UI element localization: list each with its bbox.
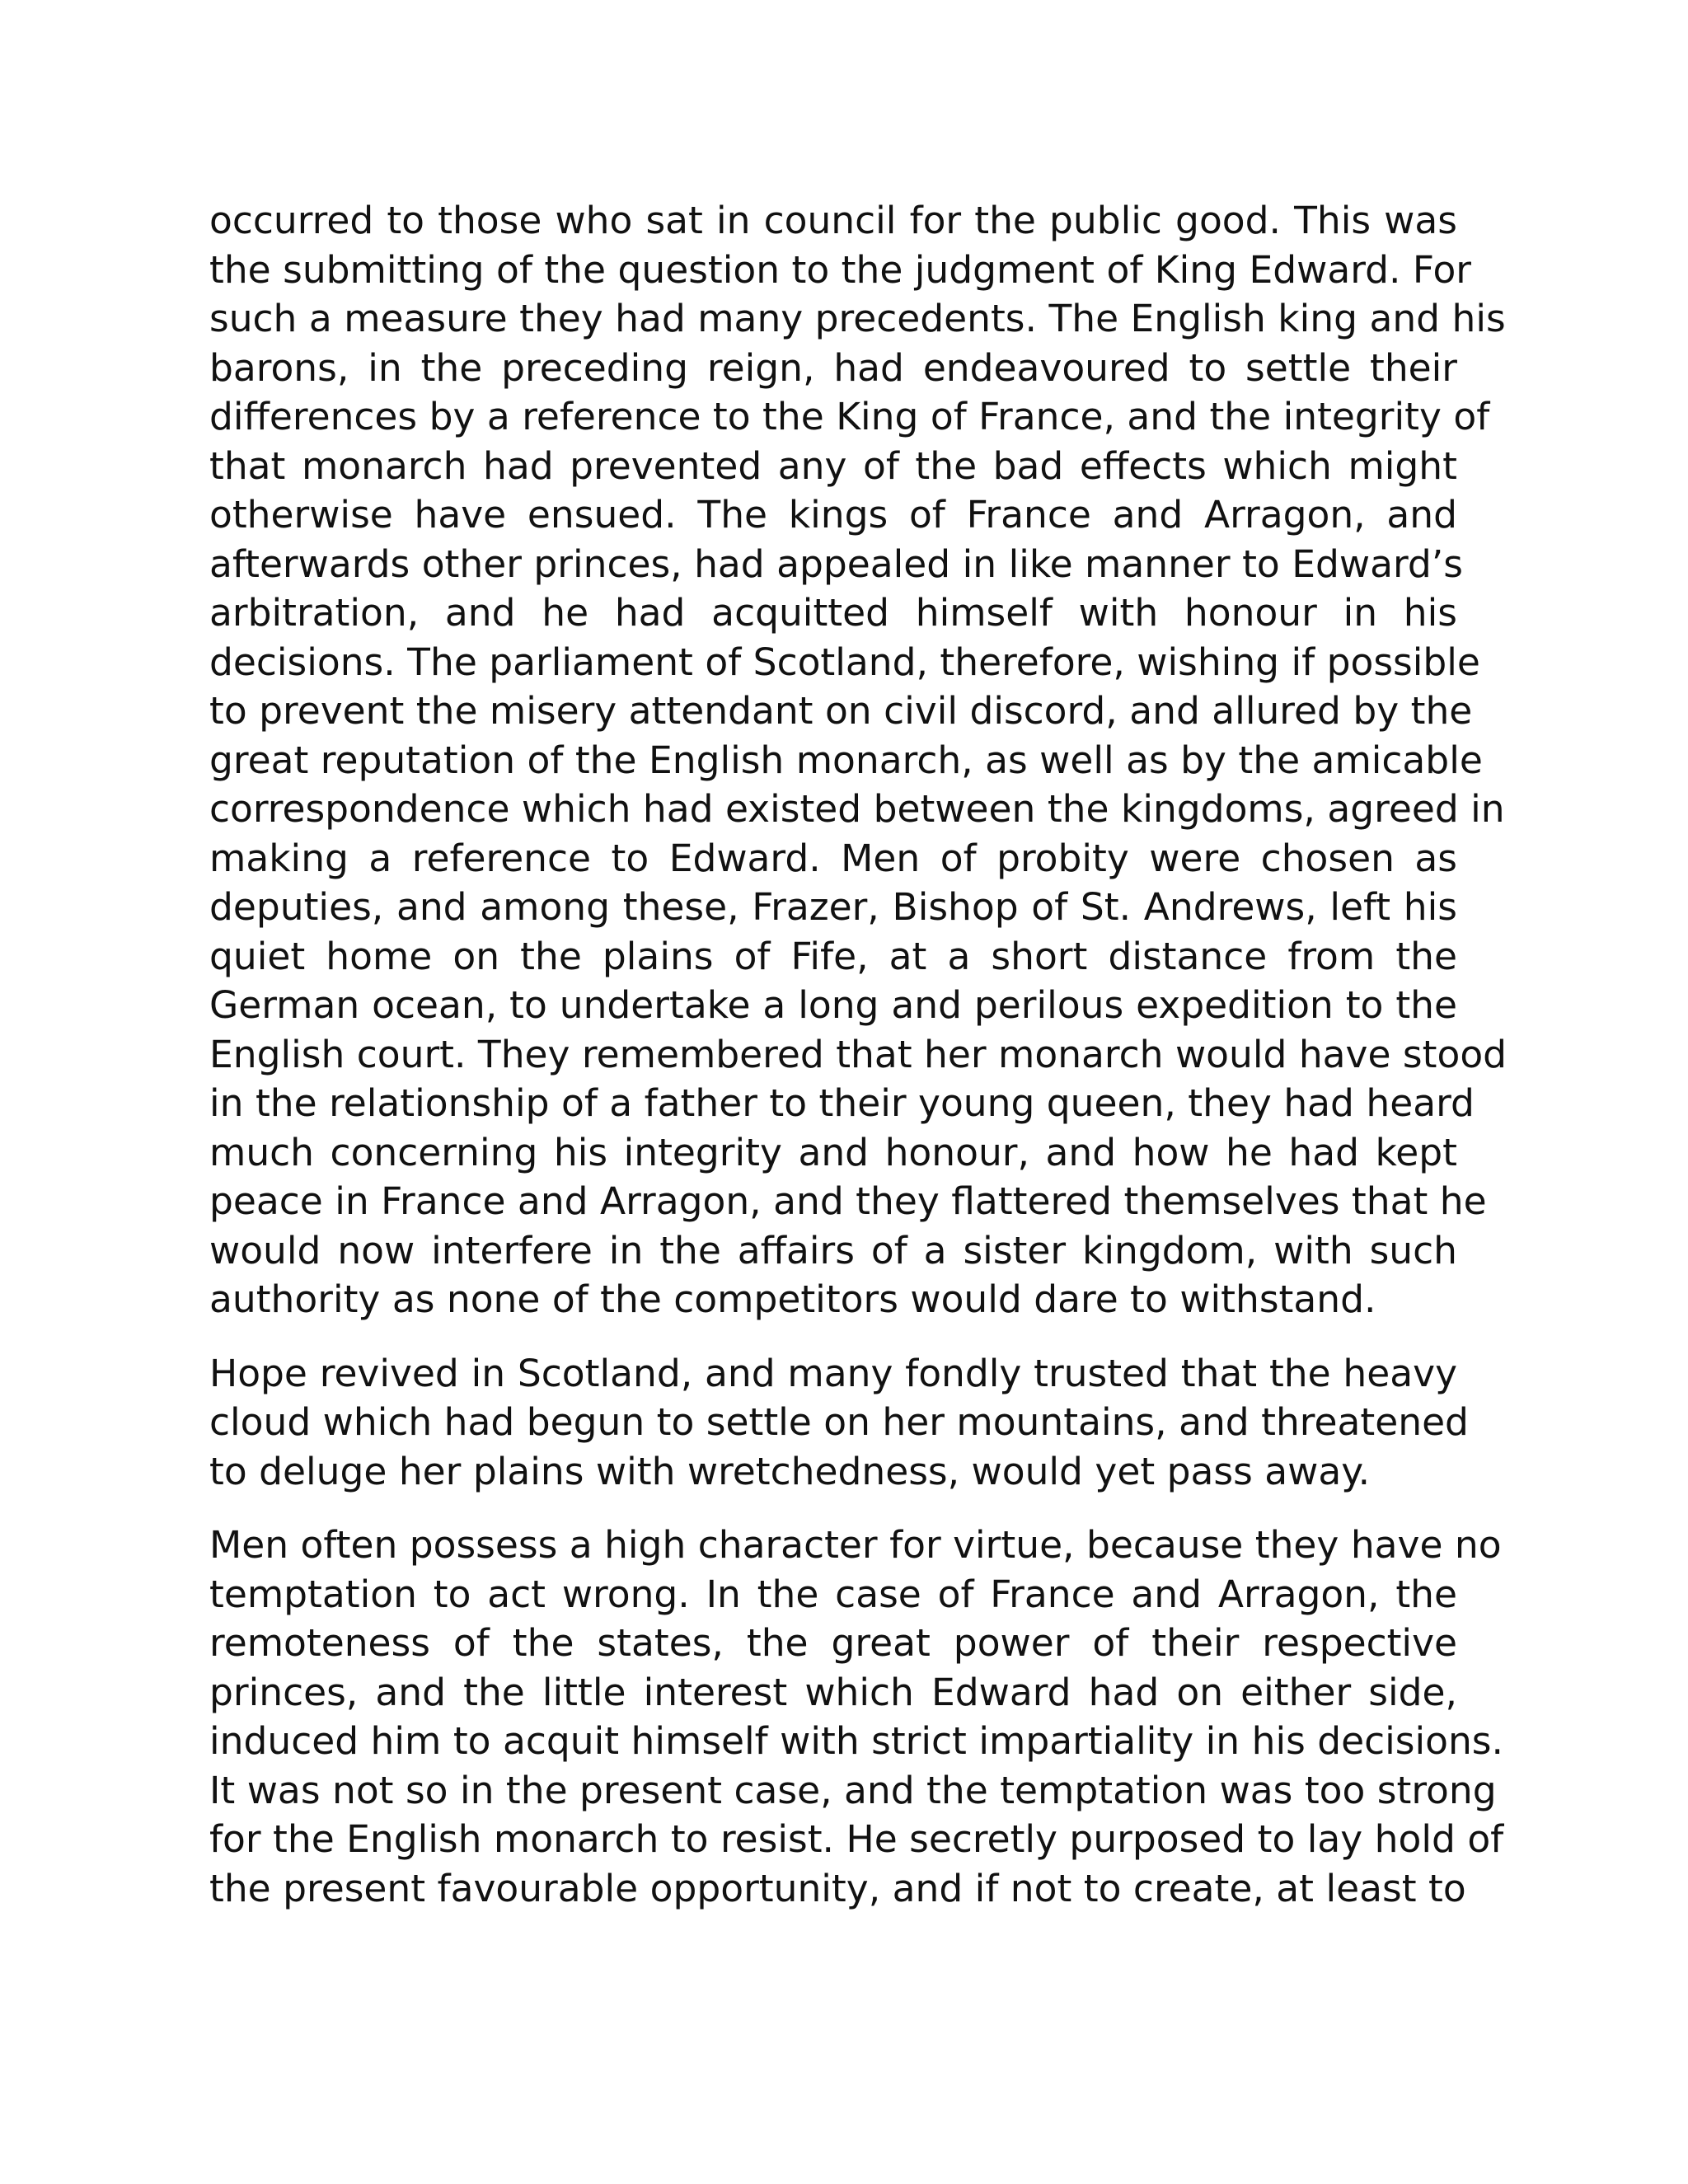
text-line: remoteness of the states, the great power of their respective <box>209 1621 1457 1665</box>
paragraph-1 <box>209 196 1507 1324</box>
text-line: English court. They remembered that her monarch would have stood <box>209 1032 1507 1076</box>
text-line: making a reference to Edward. Men of probity were chosen as <box>209 836 1457 880</box>
text-line: to deluge her plains with wretchedness, would yet pass away. <box>209 1449 1371 1493</box>
text-line: Men often possess a high character for virtue, because they have no <box>209 1523 1502 1567</box>
text-line: great reputation of the English monarch, as well as by the amicable <box>209 738 1483 782</box>
text-line: decisions. The parliament of Scotland, therefore, wishing if possible <box>209 640 1480 684</box>
text-line: German ocean, to undertake a long and perilous expedition to the <box>209 983 1457 1027</box>
text-line: arbitration, and he had acquitted himself with honour in his <box>209 591 1457 635</box>
text-line: otherwise have ensued. The kings of France and Arragon, and <box>209 493 1457 537</box>
text-line: that monarch had prevented any of the bad effects which might <box>209 443 1457 488</box>
text-line: authority as none of the competitors would dare to withstand. <box>209 1277 1376 1321</box>
text-line: for the English monarch to resist. He secretly purposed to lay hold of <box>209 1817 1504 1861</box>
text-line: temptation to act wrong. In the case of France and Arragon, the <box>209 1572 1457 1616</box>
text-line: occurred to those who sat in council for the public good. This was <box>209 199 1457 242</box>
text-line: the submitting of the question to the judgment of King Edward. For <box>209 247 1472 292</box>
text-line: barons, in the preceding reign, had endeavoured to settle their <box>209 345 1457 390</box>
page-body <box>209 196 1507 1913</box>
text-line: princes, and the little interest which Edward had on either side, <box>209 1670 1457 1714</box>
text-line: much concerning his integrity and honour, and how he had kept <box>209 1130 1457 1174</box>
text-line: in the relationship of a father to their young queen, they had heard <box>209 1081 1475 1125</box>
text-line: would now interfere in the affairs of a sister kingdom, with such <box>209 1228 1457 1272</box>
text-line: cloud which had begun to settle on her mountains, and threatened <box>209 1400 1469 1444</box>
text-line: to prevent the misery attendant on civil discord, and allured by the <box>209 689 1473 733</box>
text-line: the present favourable opportunity, and if not to create, at least to <box>209 1866 1466 1910</box>
text-line: quiet home on the plains of Fife, at a short distance from the <box>209 934 1457 978</box>
text-line: such a measure they had many precedents. The English king and his <box>209 297 1506 340</box>
text-line: It was not so in the present case, and the temptation was too strong <box>209 1768 1497 1812</box>
text-line: peace in France and Arragon, and they flattered themselves that he <box>209 1179 1487 1223</box>
paragraph-2 <box>209 1349 1469 1497</box>
text-line: differences by a reference to the King of France, and the integrity of <box>209 395 1490 438</box>
paragraph-3 <box>209 1521 1504 1913</box>
text-line: correspondence which had existed between the kingdoms, agreed in <box>209 787 1505 831</box>
text-line: deputies, and among these, Frazer, Bishop of St. Andrews, left his <box>209 885 1457 929</box>
text-line: afterwards other princes, had appealed in like manner to Edward’s <box>209 541 1463 586</box>
text-line: Hope revived in Scotland, and many fondly trusted that the heavy <box>209 1351 1457 1395</box>
text-line: induced him to acquit himself with strict impartiality in his decisions. <box>209 1719 1503 1763</box>
